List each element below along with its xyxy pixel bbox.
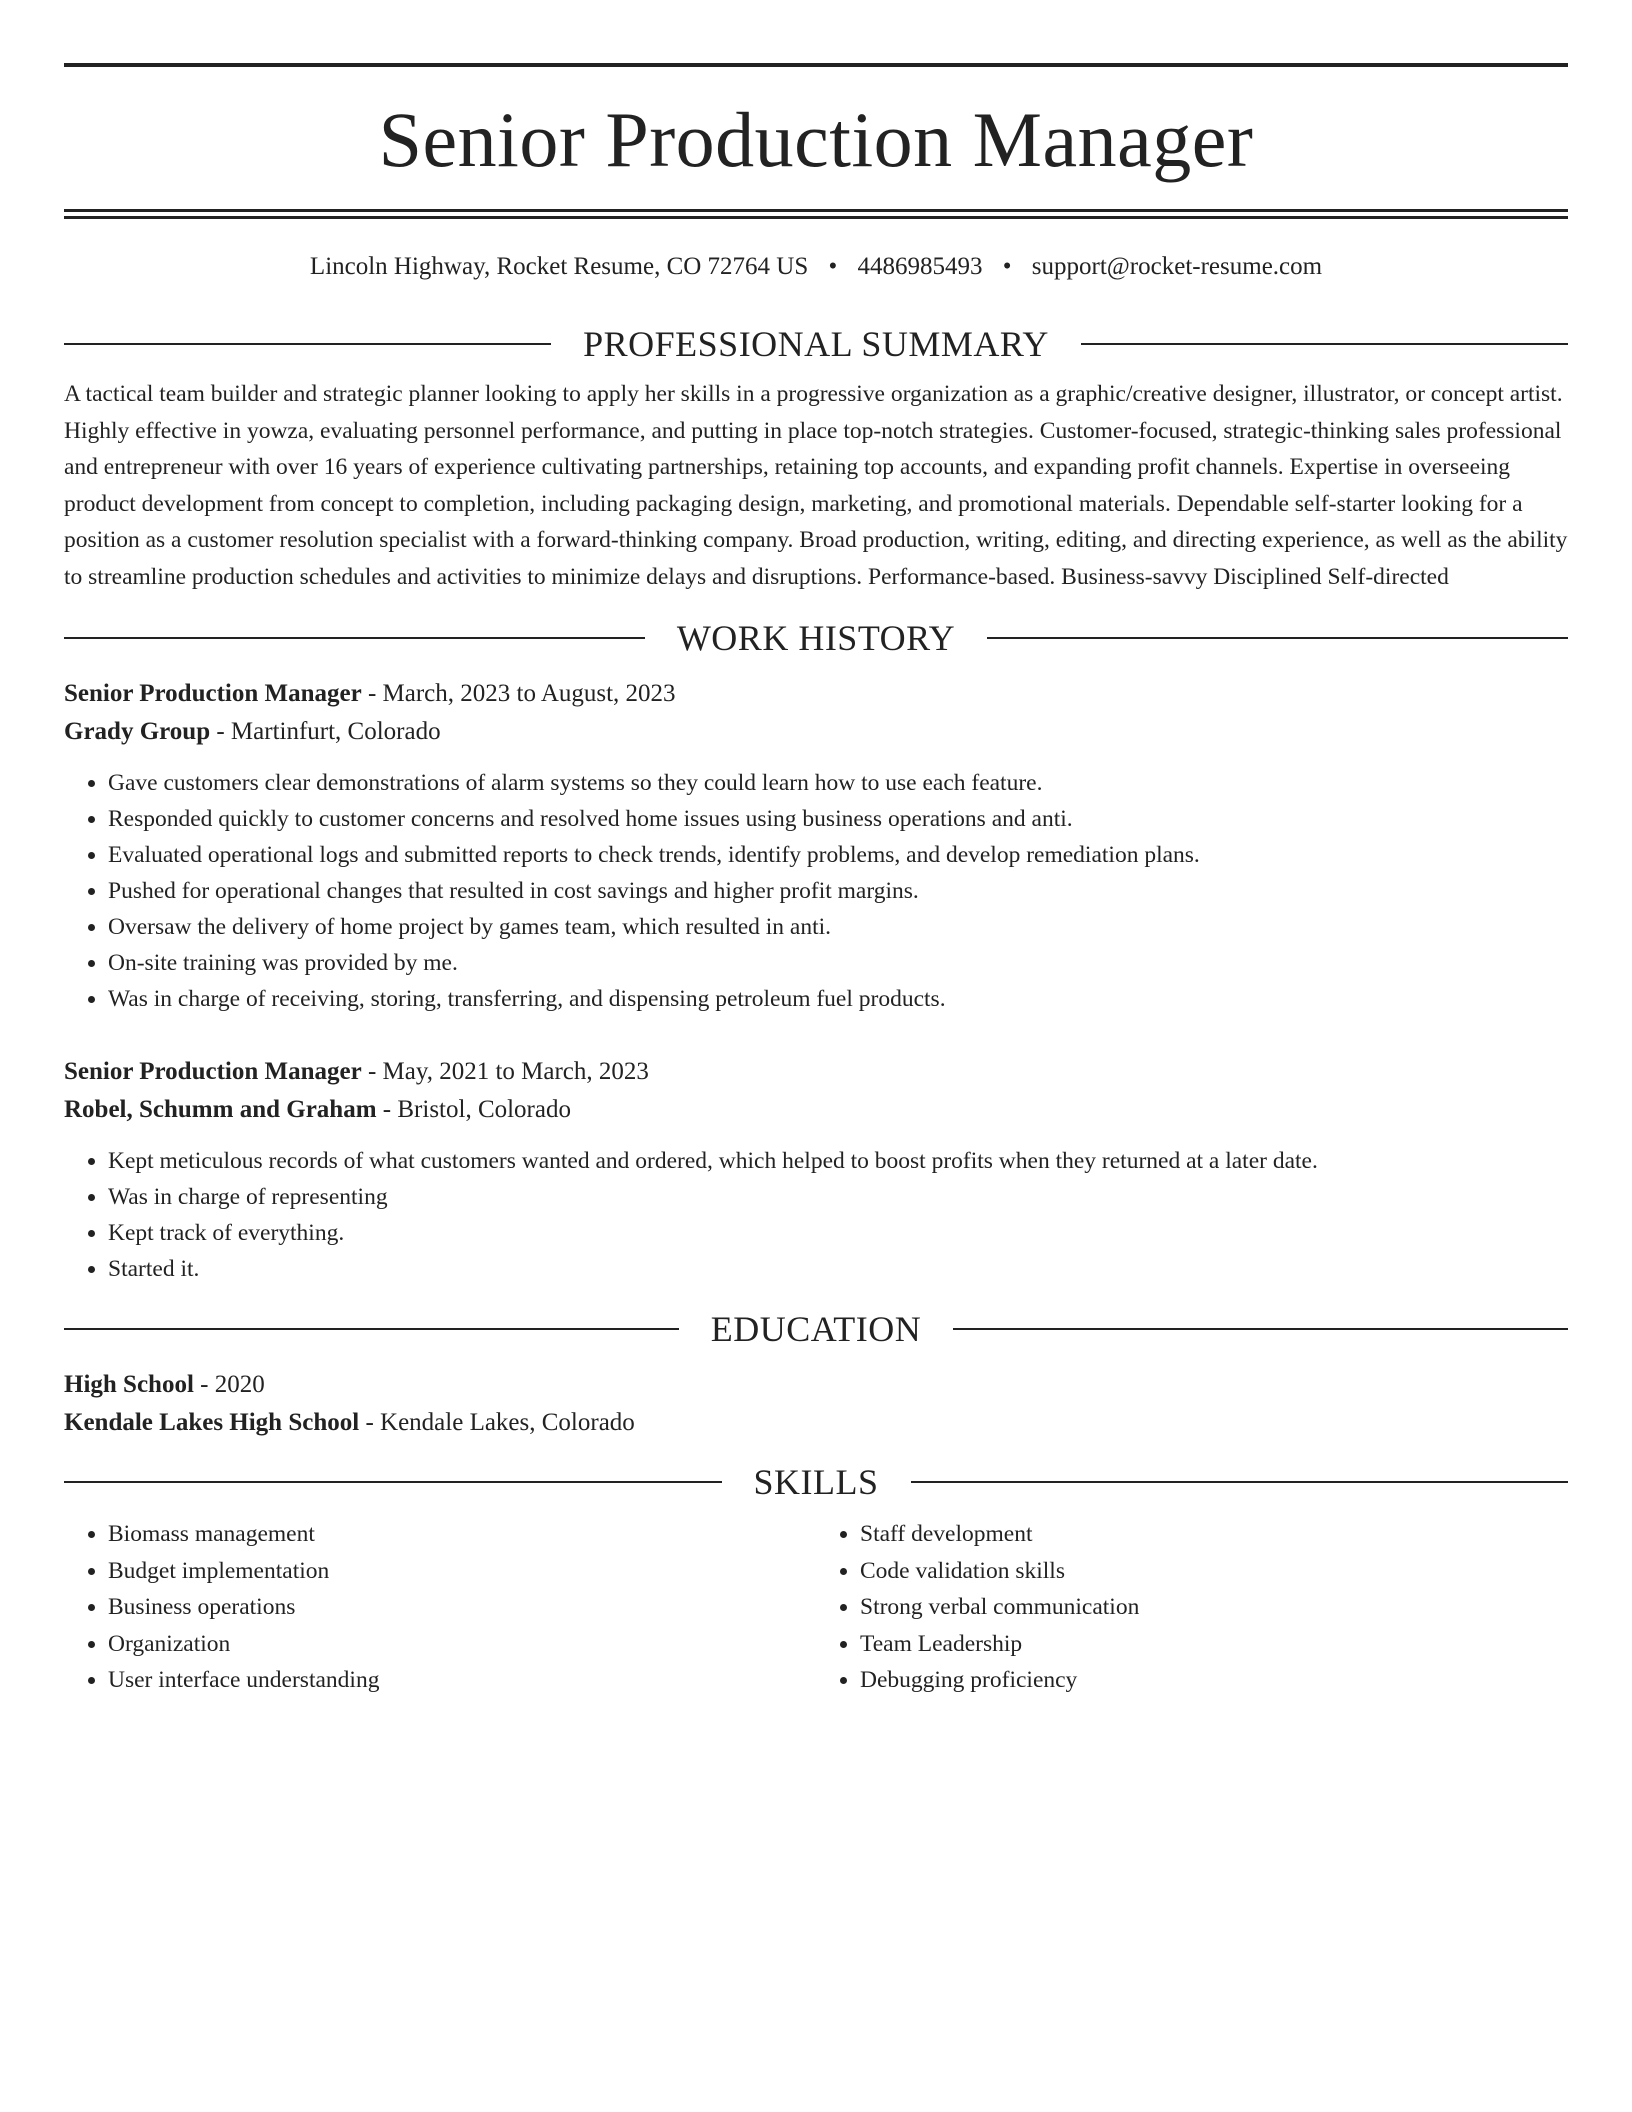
- list-item: • Oversaw the delivery of home project by games team, which resulted in anti.: [108, 909, 1568, 945]
- list-item: • Organization: [108, 1626, 816, 1663]
- list-item: • Started it.: [108, 1251, 1568, 1287]
- contact-email: support@rocket-resume.com: [1031, 253, 1323, 280]
- title-double-rule: [64, 209, 1568, 219]
- list-item: • Kept track of everything.: [108, 1215, 1568, 1251]
- list-item: • Was in charge of representing: [108, 1179, 1568, 1215]
- list-item: • Code validation skills: [860, 1553, 1568, 1590]
- skills-column-right: [816, 1516, 1568, 1699]
- heading-rule-right: [953, 1328, 1568, 1330]
- job-title: Senior Production Manager: [64, 680, 362, 707]
- job-company: Grady Group: [64, 718, 211, 745]
- education-school-line: [64, 1404, 1568, 1442]
- work-heading: [64, 618, 1568, 658]
- list-item: • Kept meticulous records of what customers wanted and ordered, which helped to boost profits when they returned at a later date.: [108, 1143, 1568, 1179]
- top-rule: [64, 63, 1568, 67]
- job-entry: [64, 675, 1568, 1017]
- heading-rule-left: [64, 343, 551, 345]
- work-heading-label: WORK HISTORY: [676, 618, 956, 658]
- list-item: • Budget implementation: [108, 1553, 816, 1590]
- heading-rule-left: [64, 637, 645, 639]
- list-item: • Pushed for operational changes that resulted in cost savings and higher profit margins.: [108, 873, 1568, 909]
- skills-grid: [64, 1516, 1568, 1699]
- list-item: • Responded quickly to customer concerns and resolved home issues using business operations and anti.: [108, 801, 1568, 837]
- skills-heading-label: SKILLS: [753, 1462, 879, 1502]
- education-year: - 2020: [193, 1371, 265, 1398]
- list-item: • Strong verbal communication: [860, 1589, 1568, 1626]
- job-company-line: [64, 1091, 1568, 1129]
- list-item: • Team Leadership: [860, 1626, 1568, 1663]
- education-school: Kendale Lakes High School: [64, 1409, 360, 1436]
- summary-heading: [64, 324, 1568, 364]
- contact-address: Lincoln Highway, Rocket Resume, CO 72764 US: [309, 253, 809, 280]
- education-heading: [64, 1309, 1568, 1349]
- contact-separator: •: [1002, 253, 1012, 280]
- contact-line: [64, 252, 1568, 282]
- job-location: - Bristol, Colorado: [376, 1096, 571, 1123]
- education-degree: High School: [64, 1371, 194, 1398]
- job-title-line: [64, 1053, 1568, 1091]
- list-item: • Staff development: [860, 1516, 1568, 1553]
- list-item: • Was in charge of receiving, storing, transferring, and dispensing petroleum fuel products.: [108, 981, 1568, 1017]
- list-item: • Biomass management: [108, 1516, 816, 1553]
- skills-column-left: [64, 1516, 816, 1699]
- job-company-line: [64, 713, 1568, 751]
- job-location: - Martinfurt, Colorado: [210, 718, 441, 745]
- list-item: • Gave customers clear demonstrations of alarm systems so they could learn how to use each feature.: [108, 765, 1568, 801]
- skills-heading: [64, 1462, 1568, 1502]
- contact-phone: 4486985493: [857, 253, 983, 280]
- education-location: - Kendale Lakes, Colorado: [359, 1409, 635, 1436]
- job-bullets: [64, 765, 1568, 1017]
- list-item: • Evaluated operational logs and submitted reports to check trends, identify problems, and develop remediation plans.: [108, 837, 1568, 873]
- summary-text: A tactical team builder and strategic planner looking to apply her skills in a progressive organization as a graphic/creative designer, illustrator, or concept artist. Highly effective in yowza, evaluating personnel performance, and putting in place top-notch strategies. Customer-focused, strategic-thinking sales professional and entrepreneur with over 16 years of experience cultivating partnerships, retaining top accounts, and expanding profit channels. Expertise in overseeing product development from concept to completion, including packaging design, marketing, and promotional materials. Dependable self-starter looking for a position as a customer resolution specialist with a forward-thinking company. Broad production, writing, editing, and directing experience, as well as the ability to streamline production schedules and activities to minimize delays and disruptions. Performance-based. Business-savvy Disciplined Self-directed: [64, 381, 1568, 590]
- resume-title: Senior Production Manager: [378, 96, 1254, 183]
- heading-rule-left: [64, 1481, 722, 1483]
- heading-rule-right: [987, 637, 1568, 639]
- list-item: • User interface understanding: [108, 1662, 816, 1699]
- list-item: • On-site training was provided by me.: [108, 945, 1568, 981]
- job-company: Robel, Schumm and Graham: [64, 1096, 377, 1123]
- list-item: • Debugging proficiency: [860, 1662, 1568, 1699]
- summary-heading-label: PROFESSIONAL SUMMARY: [583, 324, 1049, 364]
- job-title: Senior Production Manager: [64, 1058, 362, 1085]
- heading-rule-right: [911, 1481, 1569, 1483]
- job-dates: - May, 2021 to March, 2023: [361, 1058, 649, 1085]
- education-degree-line: [64, 1366, 1568, 1404]
- heading-rule-right: [1081, 343, 1568, 345]
- job-entry: [64, 1053, 1568, 1287]
- job-title-line: [64, 675, 1568, 713]
- job-bullets: [64, 1143, 1568, 1287]
- education-heading-label: EDUCATION: [710, 1309, 922, 1349]
- list-item: • Business operations: [108, 1589, 816, 1626]
- education-entry: [64, 1366, 1568, 1442]
- job-dates: - March, 2023 to August, 2023: [361, 680, 676, 707]
- heading-rule-left: [64, 1328, 679, 1330]
- contact-separator: •: [828, 253, 838, 280]
